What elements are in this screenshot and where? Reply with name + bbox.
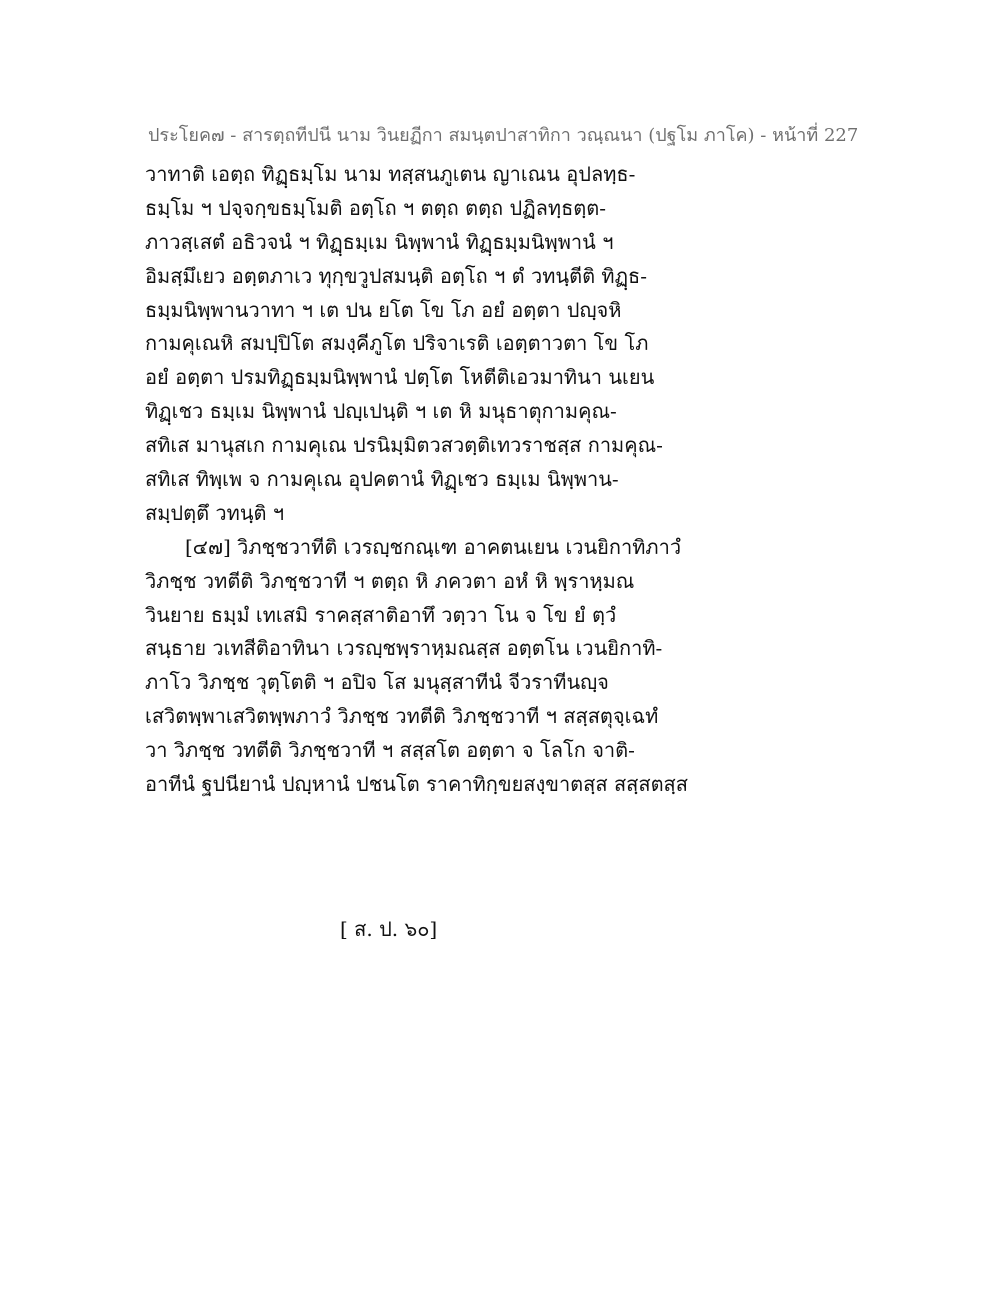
text-line: สทิเส มานุสเก กามคุเณ ปรนิมฺมิตวสวตฺติเทวราชสฺส กามคุณ-	[145, 433, 663, 458]
text-line: ธมฺโม ฯ ปจฺจกฺขธมฺโมติ อตฺโถ ฯ ตตฺถ ตตฺถ ปฏิลทฺธตฺต-	[145, 195, 607, 220]
text-line: [๔๗] วิภชฺชวาทีติ เวรญฺชกณฺเฑ อาคตนเยน เวนยิกาทิภาวํ	[185, 534, 682, 559]
text-line: อยํ อตฺตา ปรมทิฏฺธมฺมนิพฺพานํ ปตฺโต โหตีติเอวมาทินา นเยน	[145, 365, 655, 390]
text-line: กามคุเณหิ สมปฺปิโต สมงฺคีภูโต ปริจาเรติ เอตฺตาวตา โข โภ	[145, 331, 649, 356]
text-line: เสวิตพฺพาเสวิตพฺพภาวํ วิภชฺช วทตีติ วิภชฺชวาที ฯ สสฺสตุจฺเฉทํ	[145, 704, 659, 729]
text-line: วา วิภชฺช วทตีติ วิภชฺชวาที ฯ สสฺสโต อตฺตา จ โลโก จาติ-	[145, 738, 635, 763]
body-text	[145, 158, 705, 802]
text-line: วาทาติ เอตฺถ ทิฏฺธมฺโม นาม ทสฺสนภูเตน ญาเณน อุปลทฺธ-	[145, 162, 636, 186]
text-line: วินยาย ธมฺมํ เทเสมิ ราคสฺสาติอาทึ วตฺวา โน จ โข ยํ ตฺวํ	[145, 602, 617, 627]
text-line: สทิเส ทิพฺเพ จ กามคุเณ อุปคตานํ ทิฏฺเชว ธมฺเม นิพฺพาน-	[145, 467, 619, 492]
text-line: อาทีนํ ฐปนียานํ ปญฺหานํ ปชนโต ราคาทิกฺขยสงฺขาตสฺส สสฺสตสฺส	[145, 772, 688, 797]
page-header: ประโยค๗ - สารตฺถทีปนี นาม วินยฏีกา สมนฺตปาสาทิกา วณฺณนา (ปฐโม ภาโค) - หน้าที่ 227	[148, 125, 859, 146]
page-footer-reference: [ ส. ป. ๖๐]	[340, 917, 438, 941]
text-line: วิภชฺช วทตีติ วิภชฺชวาที ฯ ตตฺถ หิ ภควตา อหํ หิ พฺราหฺมณ	[145, 568, 635, 593]
text-line: ทิฏฺเชว ธมฺเม นิพฺพานํ ปญฺเปนฺติ ฯ เต หิ มนุธาตุกามคุณ-	[145, 399, 617, 424]
text-line: ภาโว วิภชฺช วุตฺโตติ ฯ อปิจ โส มนุสฺสาทีนํ จีวราทีนญฺจ	[145, 670, 609, 695]
text-line: ธมฺมนิพฺพานวาทา ฯ เต ปน ยโต โข โภ อยํ อตฺตา ปญฺจหิ	[145, 297, 622, 322]
text-line: สนฺธาย วเทสีติอาทินา เวรญฺชพฺราหฺมณสฺส อตฺตโน เวนยิกาทิ-	[145, 636, 663, 661]
text-line: สมฺปตฺตึ วทนฺติ ฯ	[145, 500, 285, 525]
text-line: อิมสฺมึเยว อตฺตภาเว ทุกฺขวูปสมนฺติ อตฺโถ ฯ ตํ วทนฺตีติ ทิฏฺธ-	[145, 263, 647, 288]
text-line: ภาวสฺเสตํ อธิวจนํ ฯ ทิฏฺธมฺเม นิพฺพานํ ทิฏฺธมฺมนิพฺพานํ ฯ	[145, 229, 614, 254]
paragraph-1	[145, 158, 705, 531]
paragraph-2	[145, 531, 705, 802]
